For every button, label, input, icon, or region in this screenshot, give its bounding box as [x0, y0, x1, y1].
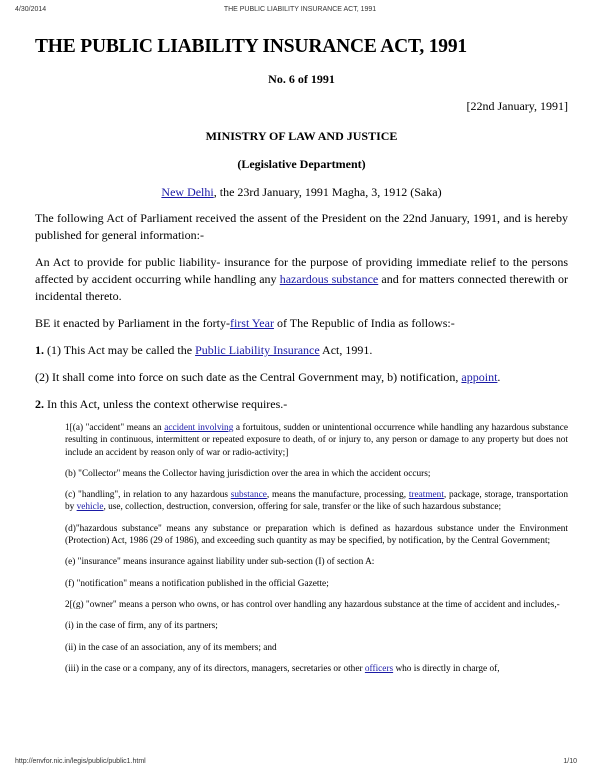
- accident-involving-link[interactable]: accident involving: [164, 423, 234, 433]
- place-date-line: New Delhi, the 23rd January, 1991 Magha, 3, 1912 (Saka): [161, 185, 442, 199]
- enactment-paragraph: BE it enacted by Parliament in the forty-first Year of The Republic of India as follows:-: [35, 316, 455, 330]
- preamble-paragraph: An Act to provide for public liability- insurance for the purpose of providing immediate relief to the persons affected by accident occurring while handling any hazardous substance and for matters connected therewith or incidental thereto.: [35, 255, 569, 303]
- definition-g-iii: (iii) in the case or a company, any of its directors, managers, secretaries or other officers who is directly in charge of,: [65, 663, 500, 674]
- treatment-link[interactable]: treatment: [408, 490, 444, 501]
- first-year-link[interactable]: first Year: [229, 316, 274, 330]
- print-footer: [15, 758, 585, 770]
- hazardous-substance-link[interactable]: hazardous substance: [279, 272, 379, 286]
- definition-g-ii: (ii) in the case of an association, any of its members; and: [65, 642, 277, 653]
- officers-link[interactable]: officers: [364, 663, 394, 674]
- definition-d: (d)"hazardous substance" means any substance or preparation which is defined as hazardous substance under the Environment (Protection) Act, 1986 (29 of 1986), and exceeding such quantity as may be specified, by notification, by the Central Government;: [65, 523, 568, 547]
- new-delhi-link[interactable]: New Delhi: [161, 185, 214, 199]
- definition-f: (f) "notification" means a notification published in the official Gazette;: [65, 578, 329, 589]
- definition-a: 1[(a) "accident" means an accident involving a fortuitous, sudden or unintentional occurrence while handling any hazardous substance resulting in continuous, intermittent or repeated exposure to death, of or injury to, any person or damage to any property but does not include an accident by reason only of war or radio-activity;]: [65, 423, 568, 458]
- ministry-heading: MINISTRY OF LAW AND JUSTICE: [205, 129, 398, 143]
- act-number: No. 6 of 1991: [268, 72, 335, 86]
- page-number: 1/10: [563, 758, 577, 765]
- definition-b: (b) "Collector" means the Collector having jurisdiction over the area in which the accident occurs;: [65, 468, 431, 479]
- definition-g-i: (i) in the case of firm, any of its partners;: [65, 621, 218, 632]
- definition-e: (e) "insurance" means insurance against liability under sub-section (I) of section A:: [65, 557, 375, 568]
- print-header: [15, 6, 585, 18]
- vehicle-link[interactable]: vehicle: [76, 502, 104, 513]
- section-1-2-paragraph: (2) It shall come into force on such date as the Central Government may, b) notification, appoint.: [35, 370, 501, 384]
- department-heading: (Legislative Department): [237, 157, 366, 171]
- definitions-list: [65, 422, 568, 675]
- document-body: [35, 30, 568, 675]
- definition-c: (c) "handling", in relation to any hazardous substance, means the manufacture, processing, treatment, package, storage, transportation by vehicle, use, collection, destruction, conversion, offering for sale, transfer or the like of such hazardous substance;: [65, 490, 568, 513]
- section-2-number: 2.: [35, 397, 44, 411]
- substance-link[interactable]: substance: [230, 490, 267, 501]
- section-1-paragraph: 1. (1) This Act may be called the Public Liability Insurance Act, 1991.: [35, 343, 373, 357]
- assent-paragraph: The following Act of Parliament received the assent of the President on the 22nd January, 1991, and is hereby published for general information:-: [35, 211, 568, 242]
- act-date: [22nd January, 1991]: [466, 99, 568, 113]
- print-title: THE PUBLIC LIABILITY INSURANCE ACT, 1991: [223, 6, 377, 13]
- section-2-paragraph: 2. In this Act, unless the context otherwise requires.-: [35, 397, 288, 411]
- print-date: 4/30/2014: [15, 6, 47, 13]
- print-url: http://envfor.nic.in/legis/public/public1.html: [15, 758, 146, 765]
- act-title: THE PUBLIC LIABILITY INSURANCE ACT, 1991: [35, 36, 467, 57]
- definition-g: 2[(g) "owner" means a person who owns, or has control over handling any hazardous substance at the time of accident and includes,-: [65, 599, 560, 610]
- section-1-number: 1.: [35, 343, 44, 357]
- public-liability-insurance-link[interactable]: Public Liability Insurance: [195, 343, 320, 357]
- appoint-link[interactable]: appoint: [461, 370, 498, 384]
